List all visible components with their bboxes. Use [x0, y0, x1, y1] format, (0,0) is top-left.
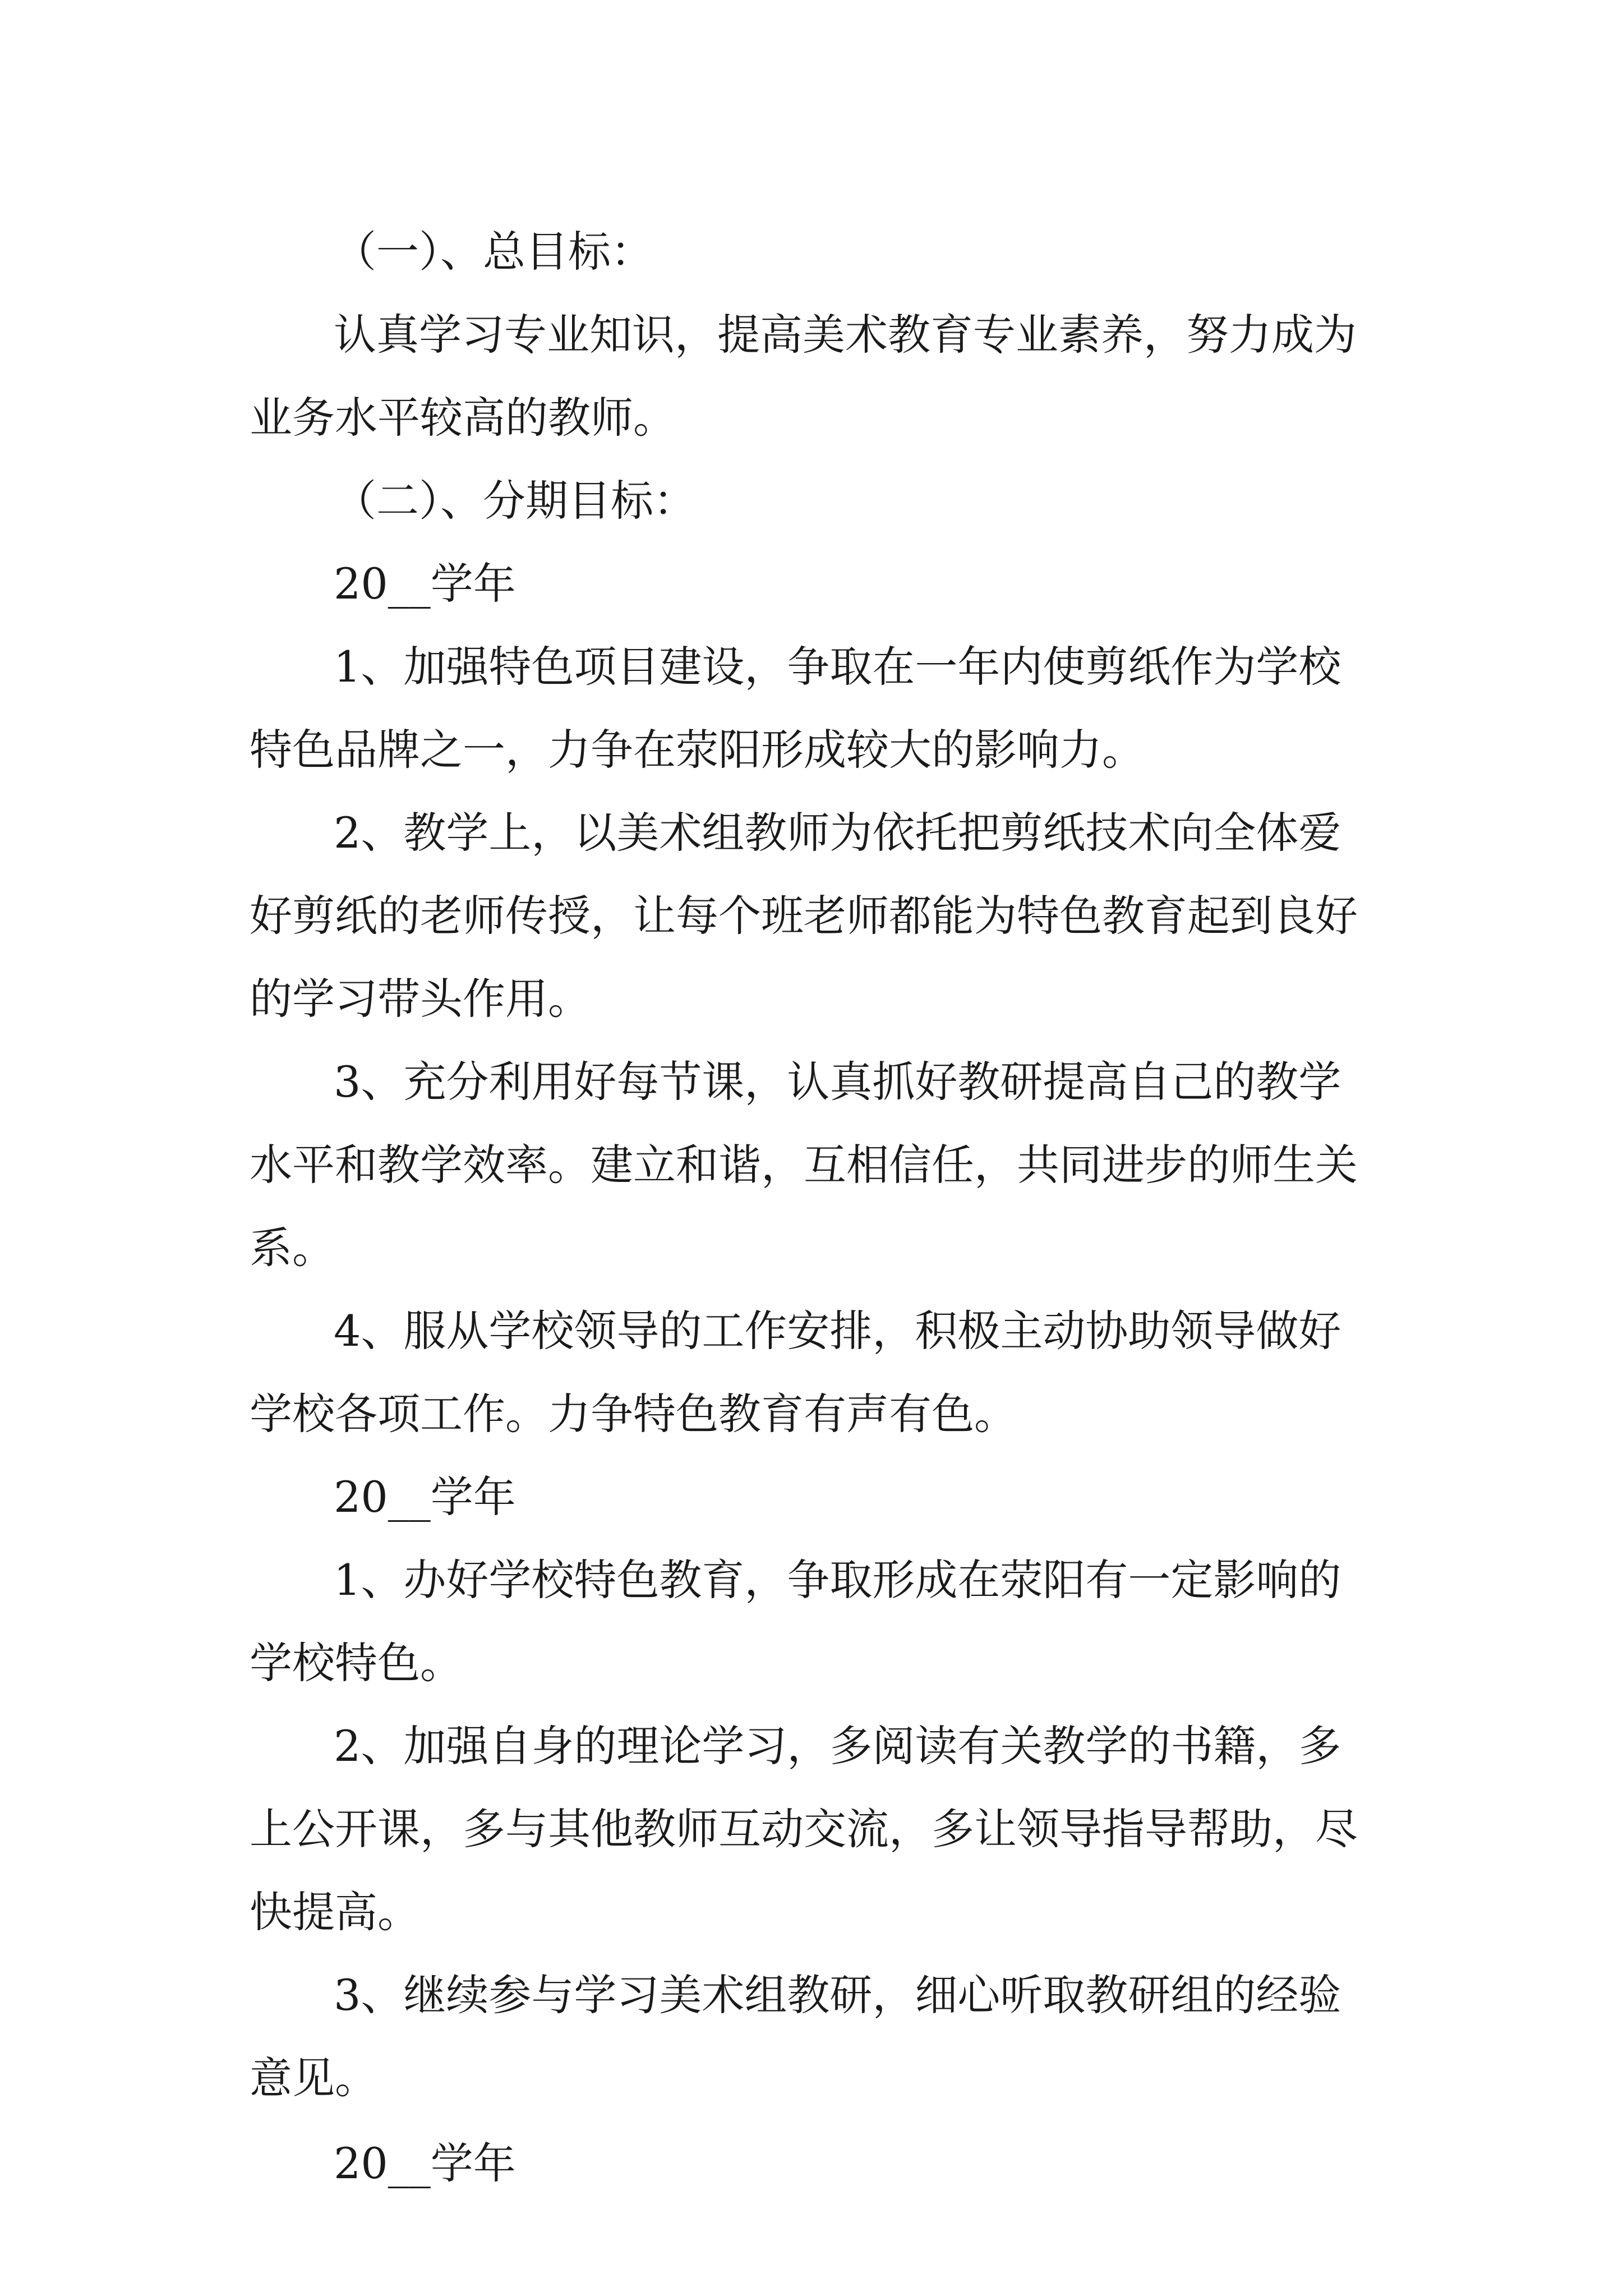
year-2-item-1-line-1: 1、办好学校特色教育，争取形成在荥阳有一定影响的: [334, 1555, 1341, 1605]
year-2-item-3-line-1: 3、继续参与学习美术组教研，细心听取教研组的经验: [334, 1970, 1341, 2020]
year-1-item-2-line-3: 的学习带头作用。: [250, 974, 591, 1024]
general-goal-heading: （一）、总目标：: [334, 227, 653, 277]
year-2-item-2-line-2: 上公开课，多与其他教师互动交流，多让领导指导帮助，尽: [250, 1804, 1358, 1854]
year-1-item-2-line-2: 好剪纸的老师传授，让每个班老师都能为特色教育起到良好: [250, 891, 1358, 941]
general-goal-line-1: 认真学习专业知识，提高美术教育专业素养，努力成为: [334, 310, 1357, 360]
year-2-item-1-line-2: 学校特色。: [250, 1638, 463, 1688]
year-3-label: 20__学年: [334, 2138, 516, 2188]
document-body: [250, 210, 1382, 2205]
year-2-item-2-line-3: 快提高。: [250, 1887, 420, 1937]
year-1-item-1-line-1: 1、加强特色项目建设，争取在一年内使剪纸作为学校: [334, 642, 1341, 692]
year-2-item-3-line-2: 意见。: [250, 2053, 377, 2103]
year-1-item-3-line-2: 水平和教学效率。建立和谐，互相信任，共同进步的师生关: [250, 1140, 1358, 1190]
year-1-item-2-line-1: 2、教学上，以美术组教师为依托把剪纸技术向全体爱: [334, 808, 1341, 858]
year-1-item-1-line-2: 特色品牌之一，力争在荥阳形成较大的影响力。: [250, 725, 1145, 775]
phased-goal-heading: （二）、分期目标：: [334, 476, 696, 526]
year-1-item-3-line-3: 系。: [250, 1223, 335, 1273]
year-1-item-4-line-1: 4、服从学校领导的工作安排，积极主动协助领导做好: [334, 1306, 1341, 1356]
year-1-item-3-line-1: 3、充分利用好每节课，认真抓好教研提高自己的教学: [334, 1057, 1341, 1107]
year-2-item-2-line-1: 2、加强自身的理论学习，多阅读有关教学的书籍，多: [334, 1721, 1341, 1771]
general-goal-line-2: 业务水平较高的教师。: [250, 393, 676, 443]
year-1-label: 20__学年: [334, 559, 516, 609]
year-1-item-4-line-2: 学校各项工作。力争特色教育有声有色。: [250, 1389, 1017, 1439]
year-2-label: 20__学年: [334, 1472, 516, 1522]
